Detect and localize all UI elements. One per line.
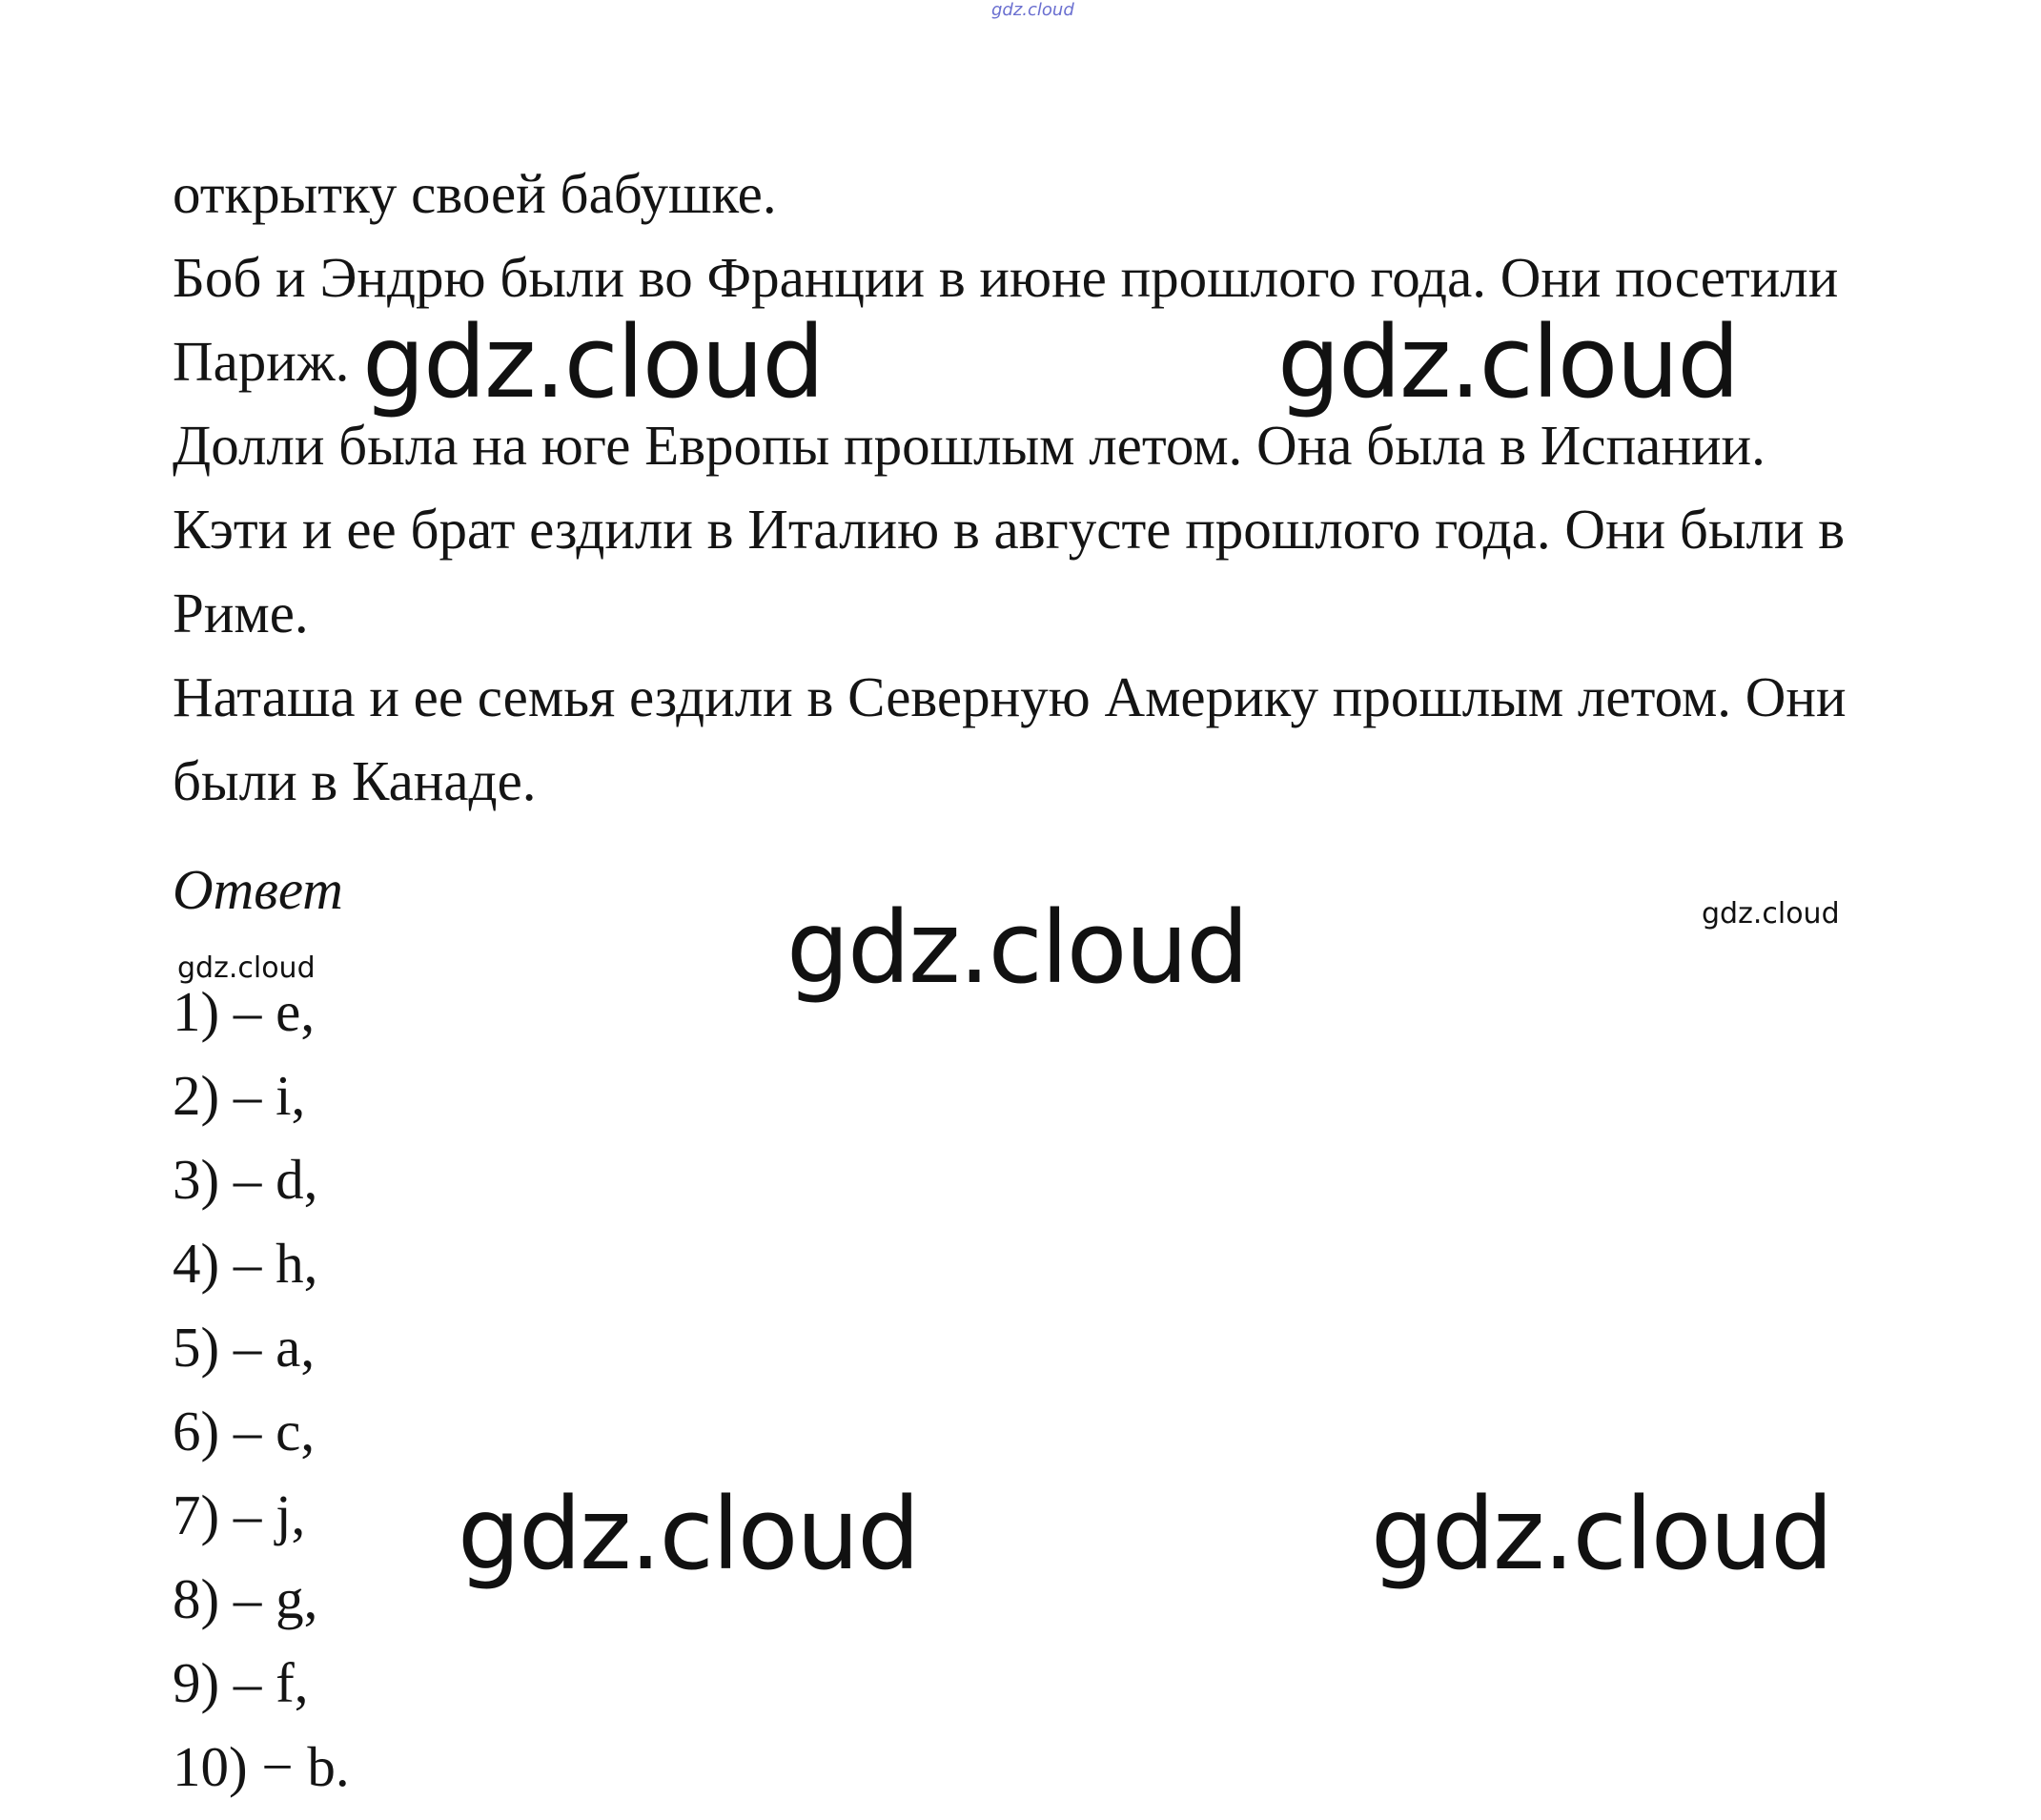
text-line-3: Париж. xyxy=(173,330,350,393)
watermark-large-2: gdz.cloud xyxy=(1277,304,1739,420)
text-line-8: были в Канаде. xyxy=(173,749,537,812)
text-line-6: Риме. xyxy=(173,582,309,644)
watermark-large-1: gdz.cloud xyxy=(362,304,824,420)
answer-item-3: 3) – d, xyxy=(173,1148,318,1211)
answer-item-1: 1) – e, xyxy=(173,980,316,1043)
answer-heading: Ответ xyxy=(173,858,343,921)
answer-item-4: 4) – h, xyxy=(173,1232,318,1295)
watermark-large-4: gdz.cloud xyxy=(458,1476,919,1592)
answer-item-5: 5) – a, xyxy=(173,1316,316,1379)
watermark-small-2: gdz.cloud xyxy=(177,951,316,985)
text-line-4: Долли была на юге Европы прошлым летом. Она была в Испании. xyxy=(173,414,1765,477)
answer-item-10: 10) − b. xyxy=(173,1735,350,1798)
answer-item-7: 7) – j, xyxy=(173,1483,306,1546)
text-line-1: открытку своей бабушке. xyxy=(173,162,777,225)
text-line-2: Боб и Эндрю были во Франции в июне прошлого года. Они посетили xyxy=(173,246,1839,309)
answer-item-6: 6) – c, xyxy=(173,1400,316,1462)
watermark-large-3: gdz.cloud xyxy=(786,890,1248,1006)
answer-item-2: 2) – i, xyxy=(173,1064,306,1127)
answer-item-8: 8) – g, xyxy=(173,1567,318,1630)
text-line-5: Кэти и ее брат ездили в Италию в августе прошлого года. Они были в xyxy=(173,498,1846,561)
watermark-small-1: gdz.cloud xyxy=(1702,897,1840,930)
answer-item-9: 9) – f, xyxy=(173,1651,309,1714)
watermark-top: gdz.cloud xyxy=(991,0,1074,20)
watermark-large-5: gdz.cloud xyxy=(1371,1476,1832,1592)
text-line-7: Наташа и ее семья ездили в Северную Америку прошлым летом. Они xyxy=(173,665,1847,728)
